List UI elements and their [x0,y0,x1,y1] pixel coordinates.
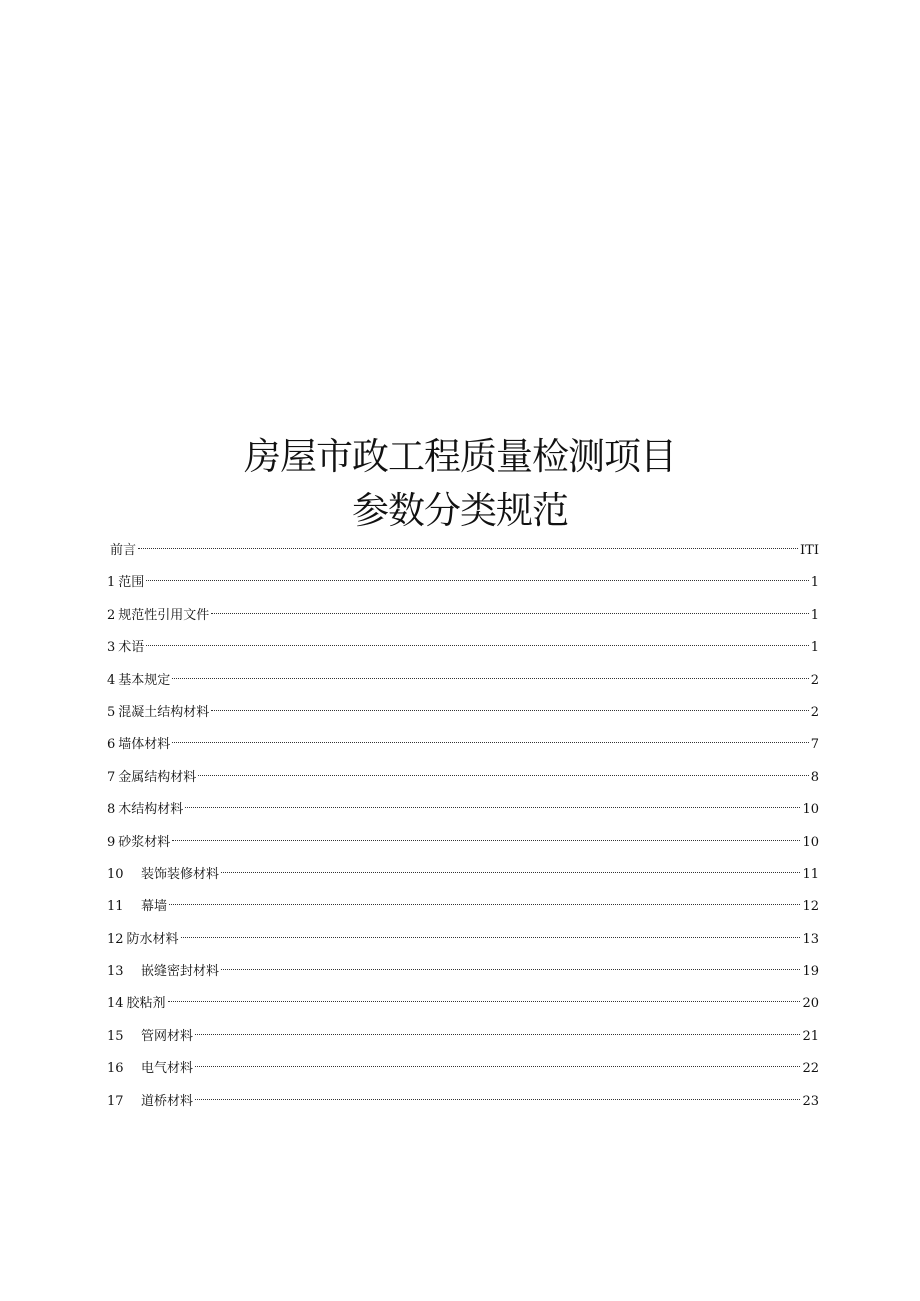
document-title-line-2: 参数分类规范 [352,489,568,532]
toc-entry-label: 装饰装修材料 [141,866,220,882]
toc-entry-label: 术语 [118,640,145,656]
toc-entry-label: 防水材料 [126,931,179,947]
title-block [0,430,920,538]
toc-dot-leader [195,1085,800,1105]
toc-dot-leader [146,631,808,651]
toc-entry-page: 10 [802,802,819,818]
toc-entry-page: 1 [810,575,819,591]
toc-entry-mortar-materials[interactable] [107,826,819,858]
toc-entry-number: 10 [107,866,124,882]
toc-entry-number: 6 [107,737,116,753]
toc-entry-page: 20 [802,996,819,1012]
toc-entry-page: 11 [802,866,819,882]
toc-dot-leader [169,890,800,910]
toc-dot-leader [195,1052,800,1072]
toc-entry-label: 幕墙 [141,899,168,915]
toc-entry-scope[interactable] [107,566,819,598]
toc-dot-leader [138,534,798,554]
toc-dot-leader [211,599,808,619]
toc-entry-number: 16 [107,1061,124,1077]
toc-entry-label: 胶粘剂 [126,996,166,1012]
toc-entry-page: ITI [800,543,819,558]
toc-entry-metal-materials[interactable] [107,761,819,793]
toc-entry-page: 1 [810,640,819,656]
toc-entry-road-bridge-materials[interactable] [107,1085,819,1117]
toc-entry-electrical-materials[interactable] [107,1052,819,1084]
toc-entry-basic-provisions[interactable] [107,664,819,696]
toc-entry-number: 3 [107,640,116,656]
toc-entry-page: 13 [802,931,819,947]
toc-entry-number: 1 [107,575,116,591]
toc-entry-curtain-wall[interactable] [107,890,819,922]
toc-dot-leader [146,566,808,586]
toc-dot-leader [172,728,808,748]
toc-entry-number: 2 [107,607,116,623]
document-title-line-1: 房屋市政工程质量检测项目 [244,435,676,478]
toc-entry-page: 23 [802,1093,819,1109]
toc-entry-terms[interactable] [107,631,819,663]
toc-entry-label: 混凝土结构材料 [118,704,210,720]
toc-entry-decoration-materials[interactable] [107,858,819,890]
toc-entry-page: 1 [810,607,819,623]
toc-entry-wall-materials[interactable] [107,728,819,760]
toc-dot-leader [221,858,800,878]
toc-entry-page: 2 [810,704,819,720]
toc-dot-leader [181,923,801,943]
toc-entry-normative-references[interactable] [107,599,819,631]
toc-entry-page: 19 [802,964,819,980]
toc-entry-number: 13 [107,964,124,980]
toc-entry-number: 7 [107,769,116,785]
toc-entry-page: 10 [802,834,819,850]
toc-entry-number: 12 [107,931,124,947]
toc-entry-number: 8 [107,802,116,818]
toc-entry-timber-materials[interactable] [107,793,819,825]
toc-entry-label: 木结构材料 [118,802,184,818]
toc-entry-number: 17 [107,1093,124,1109]
toc-dot-leader [172,826,800,846]
toc-entry-label: 金属结构材料 [118,769,197,785]
toc-entry-label: 道桥材料 [141,1093,194,1109]
table-of-contents [107,534,819,1117]
toc-entry-number: 14 [107,996,124,1012]
toc-entry-label: 电气材料 [141,1061,194,1077]
toc-entry-page: 21 [802,1028,819,1044]
toc-entry-adhesives[interactable] [107,987,819,1019]
toc-entry-pipe-network-materials[interactable] [107,1020,819,1052]
toc-entry-page: 7 [810,737,819,753]
toc-entry-concrete-materials[interactable] [107,696,819,728]
toc-entry-number: 4 [107,672,116,688]
toc-entry-sealing-materials[interactable] [107,955,819,987]
toc-entry-label: 砂浆材料 [118,834,171,850]
toc-entry-page: 22 [802,1061,819,1077]
toc-dot-leader [211,696,808,716]
toc-dot-leader [221,955,800,975]
toc-entry-label: 前言 [110,543,137,558]
toc-entry-label: 墙体材料 [118,737,171,753]
toc-entry-number: 11 [107,899,124,915]
toc-entry-page: 2 [810,672,819,688]
toc-entry-waterproof-materials[interactable] [107,923,819,955]
toc-entry-number: 15 [107,1028,124,1044]
toc-dot-leader [195,1020,800,1040]
toc-dot-leader [185,793,800,813]
toc-dot-leader [172,664,808,684]
toc-entry-preface[interactable] [107,534,819,566]
toc-entry-number: 9 [107,834,116,850]
toc-dot-leader [168,987,801,1007]
toc-entry-label: 嵌缝密封材料 [141,964,220,980]
toc-entry-label: 规范性引用文件 [118,607,210,623]
toc-entry-label: 管网材料 [141,1028,194,1044]
toc-dot-leader [198,761,808,781]
toc-entry-label: 基本规定 [118,672,171,688]
toc-entry-number: 5 [107,704,116,720]
toc-entry-label: 范围 [118,575,145,591]
toc-entry-page: 12 [802,899,819,915]
toc-entry-page: 8 [810,769,819,785]
